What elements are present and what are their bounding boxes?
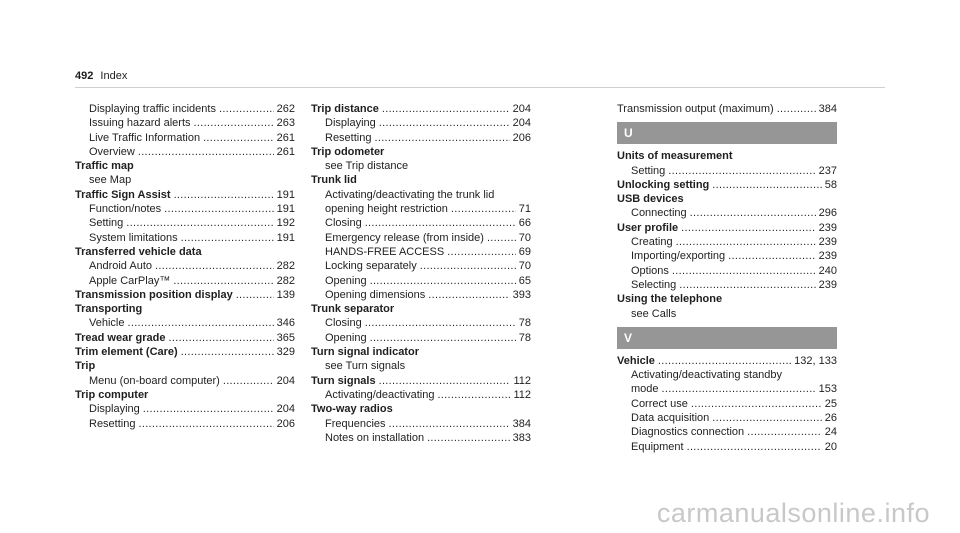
index-column-3 [617,102,837,454]
index-entry[interactable] [617,425,837,439]
dot-leader [143,402,274,416]
dot-leader [370,274,516,288]
entry-text: Transferred vehicle data [75,245,202,258]
entry-page: 191 [276,188,295,201]
index-entry[interactable] [617,164,837,178]
dot-leader [690,206,816,220]
index-entry[interactable] [75,245,295,259]
index-entry[interactable] [75,274,295,288]
entry-text: Closing [325,217,362,230]
index-entry[interactable] [75,231,295,245]
dot-leader [687,440,822,454]
entry-text: Menu (on-board computer) [89,374,220,387]
entry-page: 239 [818,250,837,263]
entry-page: 70 [518,260,531,273]
page-header [75,70,127,82]
entry-text: Resetting [89,417,136,430]
entry-text: Setting [631,164,666,177]
entry-page: 296 [818,207,837,220]
index-entry[interactable] [617,249,837,263]
entry-page: 58 [824,178,837,191]
entry-text: see Trip distance [325,160,409,173]
entry-page: 204 [276,403,295,416]
entry-page: 282 [276,274,295,287]
dot-leader [447,245,516,259]
entry-text: Android Auto [89,260,152,273]
index-entry[interactable] [617,278,837,292]
entry-page: 78 [518,317,531,330]
entry-page: 70 [518,231,531,244]
dot-leader [728,249,815,263]
dot-leader [451,202,516,216]
entry-text: Trim element (Care) [75,346,178,359]
entry-text: USB devices [617,193,684,206]
index-entry[interactable] [75,145,295,159]
index-entry[interactable] [75,302,295,316]
entry-text: Trip [75,360,96,373]
dot-leader [173,274,273,288]
entry-page: 261 [276,131,295,144]
index-entry[interactable] [617,440,837,454]
index-entry[interactable] [311,388,531,402]
entry-text: System limitations [89,231,178,244]
letter-heading-u: U [617,122,837,144]
header-rule [75,87,885,88]
index-entry[interactable] [75,102,295,116]
dot-leader [219,102,274,116]
entry-text: see Turn signals [325,360,406,373]
index-entry[interactable] [311,173,531,187]
index-entry[interactable] [311,302,531,316]
letter-heading-v: V [617,327,837,349]
dot-leader [712,411,821,425]
index-entry[interactable] [311,274,531,288]
entry-page: 66 [518,217,531,230]
dot-leader [181,345,274,359]
entry-page: 239 [818,221,837,234]
dot-leader [365,216,516,230]
entry-text: HANDS-FREE ACCESS [325,245,445,258]
index-entry[interactable] [617,397,837,411]
index-entry[interactable] [75,216,295,230]
entry-page: 112 [513,374,531,387]
entry-page: 263 [276,117,295,130]
entry-text: Activating/deactivating [325,388,435,401]
entry-text: see Map [89,174,132,187]
index-entry[interactable] [311,316,531,330]
dot-leader [370,331,516,345]
entry-text: Equipment [631,440,684,453]
dot-leader [164,202,273,216]
entry-text: Selecting [631,278,677,291]
entry-page: 206 [512,131,531,144]
page-number: 492 [75,70,94,82]
entry-text: Turn signal indicator [311,346,419,359]
index-entry[interactable] [75,131,295,145]
entry-text: Locking separately [325,260,417,273]
dot-leader [379,116,510,130]
dot-leader [691,397,822,411]
entry-text: Transmission position display [75,288,233,301]
entry-page: 69 [518,245,531,258]
entry-page: 71 [518,203,531,216]
entry-text: Emergency release (from inside) [325,231,484,244]
entry-text: Units of measurement [617,150,733,163]
watermark: carmanualsonline.info [656,498,930,528]
index-entry[interactable] [617,235,837,249]
entry-text: Opening [325,331,367,344]
entry-text: Two-way radios [311,403,393,416]
index-entry[interactable] [311,245,531,259]
dot-leader [223,374,274,388]
dot-leader [174,188,274,202]
dot-leader [658,354,791,368]
index-entry[interactable] [311,359,531,373]
index-entry[interactable] [75,374,295,388]
dot-leader [194,116,274,130]
entry-page: 132, 133 [794,354,837,367]
dot-leader [672,264,816,278]
index-entry[interactable] [311,374,531,388]
entry-page: 112 [513,388,531,401]
entry-text: Displaying traffic incidents [89,103,216,115]
dot-leader [379,374,511,388]
dot-leader [365,316,516,330]
entry-page: 25 [824,397,837,410]
entry-text: Apple CarPlay™ [89,274,171,287]
index-entry[interactable] [311,231,531,245]
index-entry[interactable] [75,345,295,359]
entry-text: Issuing hazard alerts [89,117,191,130]
entry-page: 365 [276,331,295,344]
index-entry[interactable] [75,173,295,187]
index-entry[interactable] [617,206,837,220]
entry-text: Closing [325,317,362,330]
entry-text: Traffic Sign Assist [75,188,171,201]
entry-page: 153 [818,383,837,396]
index-entry[interactable] [617,192,837,206]
entry-text: Transporting [75,303,143,316]
dot-leader [662,382,816,396]
dot-leader [169,331,274,345]
dot-leader [420,259,516,273]
entry-text: Displaying [89,403,140,416]
entry-page: 26 [824,412,837,425]
entry-text: Frequencies [325,417,386,430]
index-entry[interactable] [311,202,531,216]
dot-leader [155,259,274,273]
index-entry[interactable] [617,411,837,425]
index-entry[interactable] [311,131,531,145]
entry-text: Resetting [325,131,372,144]
index-entry[interactable] [75,331,295,345]
entry-text: Vehicle [89,317,125,330]
entry-page: 393 [512,288,531,301]
dot-leader [679,278,815,292]
entry-page: 346 [276,317,295,330]
index-entry[interactable] [617,368,837,382]
index-entry[interactable] [617,382,837,396]
index-entry[interactable] [617,292,837,306]
entry-page: 204 [512,117,531,130]
dot-leader [777,102,816,116]
entry-text: opening height restriction [325,203,448,216]
index-entry[interactable] [75,388,295,402]
entry-page: 139 [276,288,295,301]
entry-page: 239 [818,236,837,249]
dot-leader [427,431,510,445]
index-entry[interactable] [311,159,531,173]
index-entry[interactable] [311,216,531,230]
entry-text: Activating/deactivating standby [631,369,783,382]
index-entry[interactable] [617,102,837,116]
dot-leader [389,417,510,431]
dot-leader [428,288,509,302]
index-entry[interactable] [311,331,531,345]
dot-leader [236,288,274,302]
entry-text: Opening [325,274,367,287]
entry-page: 24 [824,426,837,439]
index-entry[interactable] [75,116,295,130]
entry-text: see Calls [631,307,677,320]
entry-text: Function/notes [89,203,162,216]
entry-page: 239 [818,278,837,291]
entry-page: 191 [276,231,295,244]
entry-text: Tread wear grade [75,331,166,344]
dot-leader [668,164,815,178]
entry-page: 262 [276,103,295,115]
dot-leader [127,316,273,330]
index-entry[interactable] [311,431,531,445]
entry-page: 329 [276,346,295,359]
index-entry[interactable] [311,288,531,302]
index-entry[interactable] [75,359,295,373]
entry-page: 240 [818,264,837,277]
index-column-1 [75,102,295,431]
entry-text: Trip odometer [311,145,385,158]
entry-text: User profile [617,221,679,234]
entry-text: Trunk lid [311,174,357,187]
dot-leader [747,425,822,439]
entry-text: Displaying [325,117,376,130]
entry-text: Correct use [631,397,688,410]
dot-leader [681,221,816,235]
entry-page: 204 [512,103,531,115]
entry-page: 204 [276,374,295,387]
dot-leader [487,231,516,245]
entry-page: 192 [276,217,295,230]
index-entry[interactable] [617,149,837,163]
dot-leader [382,102,510,116]
index-entry[interactable] [75,288,295,302]
entry-text: Traffic map [75,160,134,173]
entry-page: 20 [824,440,837,453]
index-entry[interactable] [75,259,295,273]
index-entry[interactable] [617,221,837,235]
entry-text: Using the telephone [617,293,723,306]
dot-leader [203,131,274,145]
entry-text: Trip distance [311,103,379,115]
entry-text: Options [631,264,669,277]
index-column-2 [311,102,531,445]
entry-text: Vehicle [617,354,655,367]
index-entry[interactable] [311,116,531,130]
index-entry[interactable] [75,202,295,216]
entry-text: Trip computer [75,388,149,401]
index-entry[interactable] [617,178,837,192]
entry-text: Data acquisition [631,412,710,425]
index-entry[interactable] [311,188,531,202]
entry-text: Overview [89,145,135,158]
entry-text: Notes on installation [325,431,425,444]
index-entry[interactable] [311,345,531,359]
entry-text: Turn signals [311,374,376,387]
index-entry[interactable] [311,259,531,273]
index-entry[interactable] [75,402,295,416]
entry-text: Live Traffic Information [89,131,201,144]
entry-text: Opening dimensions [325,288,426,301]
index-entry[interactable] [311,417,531,431]
entry-page: 383 [512,431,531,444]
entry-text: Unlocking setting [617,178,710,191]
dot-leader [712,178,821,192]
dot-leader [181,231,274,245]
entry-page: 191 [276,203,295,216]
index-entry[interactable] [75,316,295,330]
u-entries [617,149,837,321]
dot-leader [138,145,274,159]
entry-page: 78 [518,331,531,344]
index-entry[interactable] [617,354,837,368]
entry-text: Diagnostics connection [631,426,745,439]
index-entry[interactable] [311,402,531,416]
entry-text: Transmission output (maximum) [617,103,774,115]
entry-page: 65 [518,274,531,287]
index-entry[interactable] [311,145,531,159]
dot-leader [138,417,273,431]
entry-text: Trunk separator [311,303,395,316]
dot-leader [437,388,510,402]
entry-page: 237 [818,164,837,177]
entry-page: 384 [818,103,837,115]
entry-text: mode [631,383,659,396]
section-title: Index [100,70,128,82]
index-entry[interactable] [75,159,295,173]
entry-page: 261 [276,145,295,158]
entry-text: Activating/deactivating the trunk lid [325,188,495,201]
entry-text: Importing/exporting [631,250,726,263]
index-entry[interactable] [617,307,837,321]
entry-page: 282 [276,260,295,273]
dot-leader [676,235,816,249]
index-entry[interactable] [75,417,295,431]
entry-text: Creating [631,236,673,249]
entry-page: 206 [276,417,295,430]
index-entry[interactable] [617,264,837,278]
index-entry[interactable] [311,102,531,116]
dot-leader [374,131,509,145]
index-entry[interactable] [75,188,295,202]
dot-leader [126,216,273,230]
entry-page: 384 [512,417,531,430]
v-entries [617,354,837,454]
entry-text: Connecting [631,207,687,220]
entry-text: Setting [89,217,124,230]
